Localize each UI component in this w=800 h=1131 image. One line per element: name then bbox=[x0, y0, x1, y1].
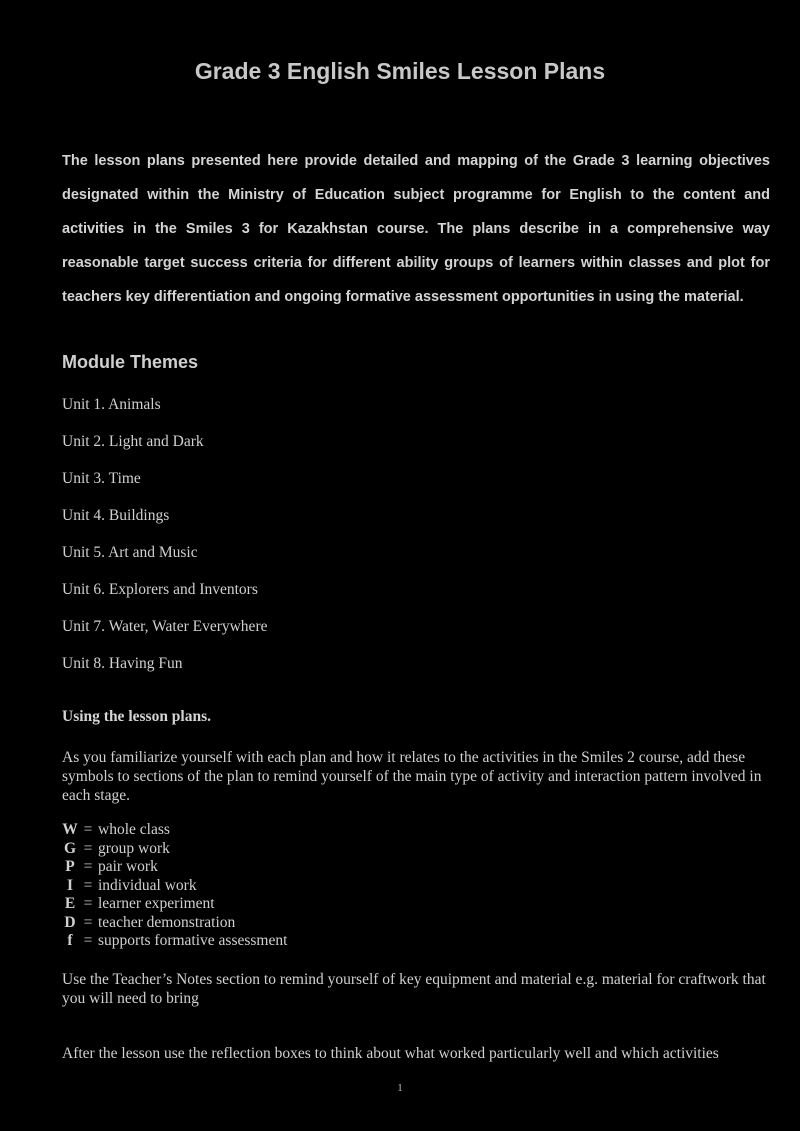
legend-symbol: W bbox=[62, 821, 78, 838]
legend-meaning: supports formative assessment bbox=[98, 932, 288, 949]
legend-meaning: individual work bbox=[98, 876, 197, 894]
legend-meaning: whole class bbox=[98, 821, 170, 838]
unit-item: Unit 2. Light and Dark bbox=[62, 433, 204, 450]
symbol-legend bbox=[62, 821, 287, 951]
legend-meaning: teacher demonstration bbox=[98, 913, 236, 931]
legend-symbol: f bbox=[67, 932, 73, 949]
legend-equals: = bbox=[83, 858, 93, 875]
legend-symbol: I bbox=[66, 876, 74, 894]
legend-equals: = bbox=[83, 895, 93, 912]
unit-list bbox=[62, 392, 267, 688]
unit-item: Unit 5. Art and Music bbox=[62, 544, 198, 561]
legend-equals: = bbox=[83, 821, 93, 838]
unit-item: Unit 1. Animals bbox=[62, 396, 161, 413]
reflection-paragraph: After the lesson use the reflection boxes to think about what worked particularly well and which activities bbox=[62, 1045, 719, 1062]
teachers-notes-paragraph: Use the Teacher’s Notes section to remind yourself of key equipment and material e.g. material for craftwork that you will need to bring bbox=[62, 971, 766, 1007]
legend-symbol: E bbox=[64, 895, 76, 912]
legend-item bbox=[62, 932, 287, 951]
page-title: Grade 3 English Smiles Lesson Plans bbox=[194, 58, 606, 84]
module-themes-heading: Module Themes bbox=[62, 352, 199, 372]
unit-item: Unit 7. Water, Water Everywhere bbox=[62, 618, 268, 635]
legend-item bbox=[62, 914, 287, 933]
unit-item: Unit 3. Time bbox=[62, 470, 141, 487]
legend-item bbox=[62, 877, 287, 896]
legend-symbol: G bbox=[63, 839, 77, 857]
page-number: 1 bbox=[397, 1082, 403, 1094]
legend-meaning: group work bbox=[98, 839, 170, 857]
legend-item bbox=[62, 840, 287, 859]
legend-item bbox=[62, 858, 287, 877]
legend-meaning: pair work bbox=[98, 858, 158, 875]
unit-item: Unit 6. Explorers and Inventors bbox=[62, 581, 258, 598]
legend-equals: = bbox=[83, 932, 93, 949]
intro-paragraph: The lesson plans presented here provide detailed and mapping of the Grade 3 learning objectives designated within the Ministry of Education subject programme for English to the content and activities in the Smiles 3 for Kazakhstan course. The plans describe in a comprehensive way reasonable target success criteria for different ability groups of learners within classes and plot for teachers key differentiation and ongoing formative assessment opportunities in using the material. bbox=[62, 153, 770, 305]
legend-equals: = bbox=[83, 913, 93, 931]
using-lesson-plans-heading: Using the lesson plans. bbox=[62, 708, 212, 725]
legend-equals: = bbox=[83, 876, 93, 894]
unit-item: Unit 4. Buildings bbox=[62, 507, 170, 524]
legend-item bbox=[62, 821, 287, 840]
symbols-instruction-paragraph: As you familiarize yourself with each plan and how it relates to the activities in the Smiles 2 course, add these symbols to sections of the plan to remind yourself of the main type of activity and interaction pattern involved in each stage. bbox=[62, 749, 762, 804]
legend-meaning: learner experiment bbox=[98, 895, 215, 912]
legend-symbol: D bbox=[64, 913, 76, 931]
unit-item: Unit 8. Having Fun bbox=[62, 655, 183, 672]
legend-equals: = bbox=[83, 839, 93, 857]
legend-item bbox=[62, 895, 287, 914]
legend-symbol: P bbox=[65, 858, 75, 875]
